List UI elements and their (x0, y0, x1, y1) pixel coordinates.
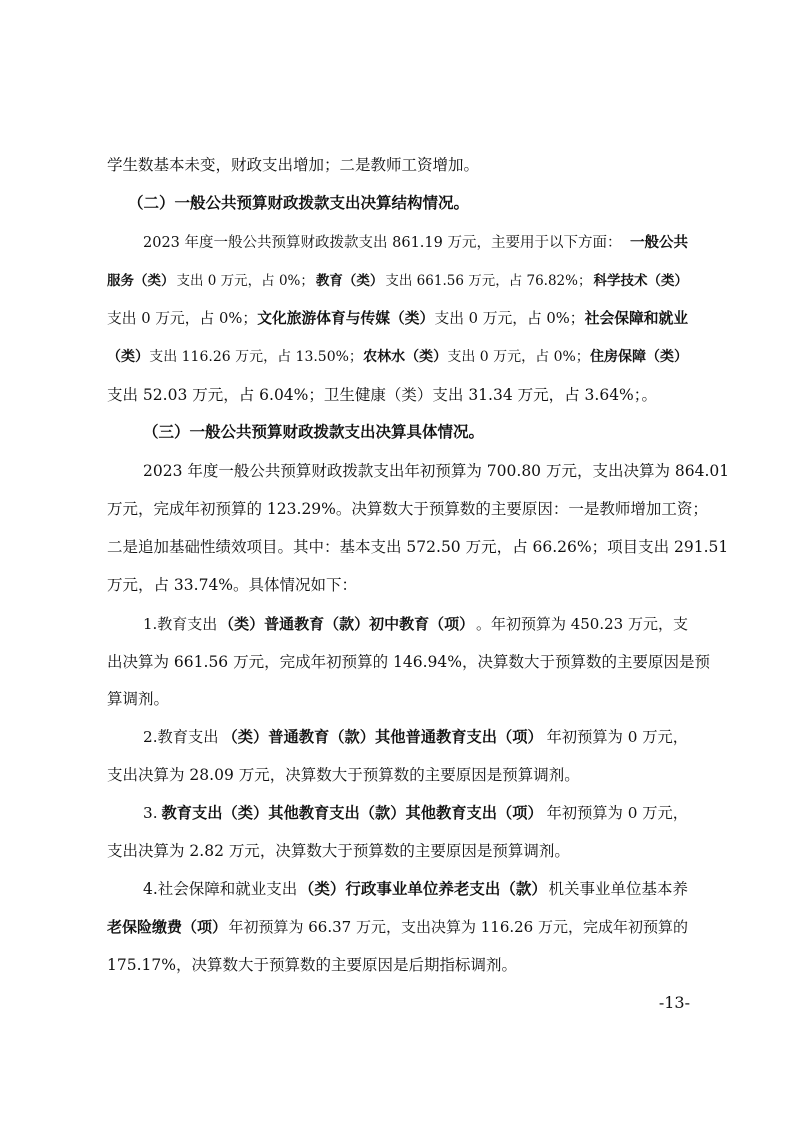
text-segment: 年初预算为 66.37 万元，支出决算为 116.26 万元，完成年初预算的 (228, 918, 688, 936)
text-segment-bold: 农林水（类） (363, 349, 448, 365)
text-segment-bold: （类） (107, 349, 149, 365)
text-line (107, 765, 688, 785)
text-segment: 2023 年度一般公共预算财政拨款支出 861.19 万元，主要用于以下方面： (143, 235, 622, 251)
text-line (107, 155, 687, 175)
text-segment: 支出 0 万元，占 0%； (107, 310, 258, 327)
text-line (143, 614, 688, 634)
text-segment: 2.教育支出 (143, 728, 219, 746)
text-segment: 4.社会保障和就业支出 (143, 880, 298, 898)
text-line (107, 309, 688, 329)
text-segment-bold: 社会保障和就业 (584, 310, 688, 327)
text-line (107, 955, 688, 975)
text-line (107, 652, 710, 672)
heading-text: （三）一般公共预算财政拨款支出决算具体情况。 (143, 422, 485, 441)
text-line (107, 347, 688, 367)
text-segment: 支出 52.03 万元，占 6.04%；卫生健康（类）支出 31.34 万元，占 3.64%；。 (107, 386, 658, 404)
text-segment: 机关事业单位基本养 (548, 880, 688, 898)
text-segment: 学生数基本未变，财政支出增加；二是教师工资增加。 (107, 156, 480, 174)
text-segment-bold: （类）普通教育（款）初中教育（项） (219, 615, 475, 633)
text-segment-bold: 一般公共 (630, 234, 688, 251)
text-segment: 支出 0 万元，占 0%； (176, 273, 314, 289)
section-heading (128, 193, 688, 213)
text-segment: 3. (143, 804, 158, 822)
text-segment: 2023 年度一般公共预算财政拨款支出年初预算为 700.80 万元，支出决算为 864.01 (143, 462, 730, 480)
text-segment: 年初预算为 0 万元， (546, 804, 688, 822)
text-segment: 。年初预算为 450.23 万元，支 (475, 615, 688, 633)
section-heading (143, 422, 688, 442)
text-line (143, 233, 688, 253)
text-segment: 支出 661.56 万元，占 76.82%； (385, 273, 592, 289)
text-line (107, 575, 688, 595)
text-line (143, 803, 688, 823)
text-line (107, 917, 688, 937)
heading-text: （二）一般公共预算财政拨款支出决算结构情况。 (128, 193, 470, 212)
text-segment: 二是追加基础性绩效项目。其中：基本支出 572.50 万元，占 66.26%；项目支出 291.51 (107, 538, 729, 556)
text-segment: 支出 0 万元，占 0%； (447, 349, 590, 365)
text-segment: 万元，占 33.74%。具体情况如下： (107, 576, 358, 594)
text-line (107, 537, 729, 557)
text-line (107, 271, 688, 291)
text-segment-bold: 老保险缴费（项） (107, 918, 228, 936)
text-segment-bold: （类）普通教育（款）其他普通教育支出（项） (222, 728, 543, 746)
text-segment: 支出 116.26 万元，占 13.50%； (149, 349, 363, 365)
text-line (107, 499, 708, 519)
text-segment-bold: 教育支出（类）其他教育支出（款）其他教育支出（项） (161, 804, 543, 822)
text-segment: 算调剂。 (107, 690, 170, 708)
text-segment: 年初预算为 0 万元， (546, 728, 688, 746)
text-segment-bold: 服务（类） (107, 273, 175, 289)
text-line (143, 879, 688, 899)
text-segment: 支出决算为 2.82 万元，决算数大于预算数的主要原因是预算调剂。 (107, 842, 570, 860)
text-segment-bold: 科学技术（类） (593, 273, 688, 289)
text-segment: 支出决算为 28.09 万元，决算数大于预算数的主要原因是预算调剂。 (107, 766, 580, 784)
text-segment: 万元，完成年初预算的 123.29%。决算数大于预算数的主要原因：一是教师增加工资； (107, 500, 708, 518)
text-segment: 175.17%，决算数大于预算数的主要原因是后期指标调剂。 (107, 956, 517, 974)
text-segment: 支出 0 万元，占 0%； (434, 310, 585, 327)
text-line (143, 461, 730, 481)
page-number: -13- (658, 993, 690, 1012)
text-segment-bold: 教育（类） (315, 273, 384, 289)
text-segment-bold: 住房保障（类） (590, 349, 688, 365)
text-segment: 出决算为 661.56 万元，完成年初预算的 146.94%，决算数大于预算数的主要原因是预 (107, 653, 710, 671)
text-segment: 1.教育支出 (143, 615, 218, 633)
text-line (107, 689, 688, 709)
text-line (107, 385, 688, 405)
text-line (143, 727, 688, 747)
text-segment-bold: 文化旅游体育与传媒（类） (257, 310, 435, 327)
text-segment-bold: （类）行政事业单位养老支出（款） (298, 879, 547, 898)
text-line (107, 841, 688, 861)
